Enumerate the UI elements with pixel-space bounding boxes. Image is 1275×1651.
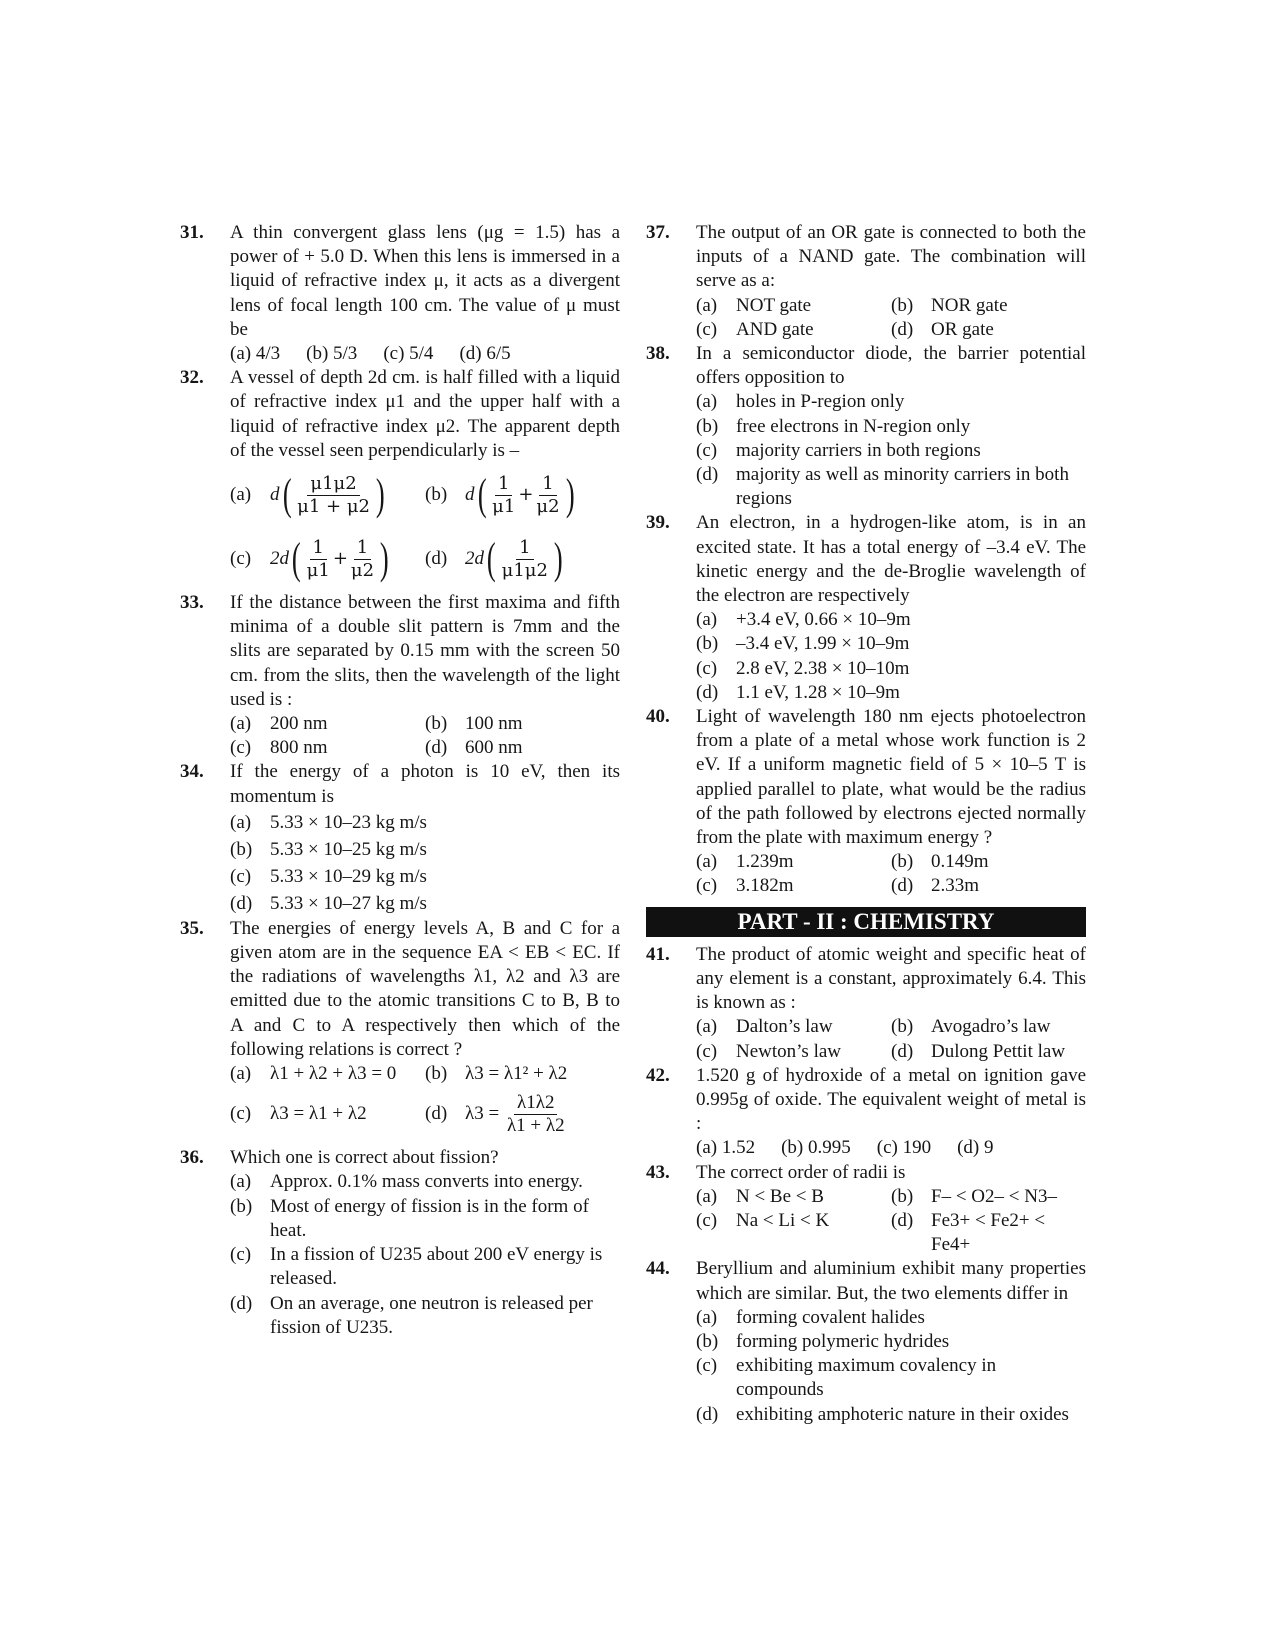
option-text: 800 nm [270, 737, 328, 759]
option-label: (a) [696, 1016, 718, 1038]
option-a: (a) 1.52 [696, 1137, 756, 1159]
option-text: free electrons in N-region only [736, 415, 971, 437]
option-label: (a) [696, 851, 718, 873]
option-a [230, 1062, 425, 1086]
fraction [499, 537, 551, 582]
option-c: (c) 190 [876, 1137, 932, 1159]
option-c [696, 1354, 1086, 1402]
option-label: (b) [891, 1185, 914, 1207]
option-a [696, 1306, 1086, 1330]
option-label: (d) [230, 892, 253, 914]
question-32 [180, 366, 620, 591]
option-label: (d) [891, 318, 914, 340]
option-label: (c) [696, 439, 718, 461]
question-text: The product of atomic weight and specific heat of any element is a constant, approximately 6.4. This is known as : [696, 943, 1086, 1014]
question-text: 1.520 g of hydroxide of a metal on ignition gave 0.995g of oxide. The equivalent weight of metal is : [696, 1064, 1086, 1135]
option-label: (d) [891, 1209, 914, 1231]
question-35 [180, 917, 620, 1142]
options-grid [696, 294, 1086, 342]
option-text: NOR gate [931, 294, 1008, 316]
left-column [180, 221, 620, 1340]
option-text: 5.33 × 10–23 kg m/s [270, 811, 427, 833]
question-text: In a semiconductor diode, the barrier potential offers opposition to [696, 343, 1086, 389]
option-text: exhibiting amphoteric nature in their oxides [736, 1403, 1069, 1425]
option-b: (b) 5/3 [306, 343, 358, 365]
question-42 [646, 1064, 1086, 1161]
numerator: 1 [516, 537, 533, 560]
option-label: (c) [696, 1355, 718, 1377]
option-text: Newton’s law [736, 1040, 842, 1062]
option-label: (b) [425, 1063, 448, 1085]
denominator: μ2 [350, 559, 375, 581]
denominator: μ2 [536, 495, 560, 517]
plus-sign: + [518, 483, 534, 505]
option-a [696, 294, 891, 318]
option-label: (a) [696, 1306, 718, 1328]
question-34 [180, 760, 620, 916]
option-d [696, 1403, 1086, 1427]
option-label: (b) [891, 1016, 914, 1038]
option-label: (c) [696, 875, 718, 897]
question-number: 32. [180, 367, 204, 389]
question-number: 37. [646, 222, 670, 243]
question-number: 39. [646, 512, 670, 534]
option-b: (b) 0.995 [781, 1137, 851, 1159]
option-text: 5.33 × 10–25 kg m/s [270, 838, 427, 860]
option-c [230, 1102, 425, 1126]
option-text: 0.149m [931, 851, 989, 873]
option-a [696, 608, 1086, 632]
option-c [230, 863, 620, 890]
option-text: F– < O2– < N3– [931, 1185, 1057, 1207]
option-label: (a) [230, 811, 252, 833]
option-b [891, 1015, 1086, 1039]
option-c [230, 736, 425, 760]
option-label: (c) [696, 1040, 718, 1062]
option-text: Approx. 0.1% mass converts into energy. [270, 1171, 583, 1193]
question-text: An electron, in a hydrogen-like atom, is in an excited state. It has a total energy of –3.4 eV. The kinetic energy and the de-Broglie wavelength of the electron are respectively [696, 512, 1086, 607]
question-number: 36. [180, 1147, 204, 1169]
option-a [696, 1015, 891, 1039]
option-c [696, 1209, 891, 1257]
fraction [489, 473, 518, 518]
denominator: μ1 [306, 559, 330, 581]
question-number: 42. [646, 1064, 670, 1086]
option-d [891, 318, 1086, 342]
option-text: 3.182m [736, 875, 794, 897]
question-44 [646, 1257, 1086, 1426]
option-b [891, 294, 1086, 318]
option-label: (d) [425, 737, 448, 759]
question-38 [646, 342, 1086, 511]
option-label: (a) [696, 294, 718, 316]
fraction [348, 537, 377, 582]
numerator: 1 [495, 473, 512, 496]
option-d [425, 1092, 620, 1137]
option-a [230, 1170, 620, 1194]
question-text: A vessel of depth 2d cm. is half filled with a liquid of refractive index μ1 and the upper half with a liquid of refractive index μ2. The apparent depth of the vessel seen perpendicularly is – [230, 367, 620, 461]
option-text: N < Be < B [736, 1185, 824, 1207]
option-label: (c) [230, 737, 252, 759]
option-c [696, 874, 891, 898]
question-text: The correct order of radii is [696, 1161, 906, 1183]
fraction [294, 473, 373, 518]
option-text: +3.4 eV, 0.66 × 10–9m [736, 609, 911, 631]
option-label: (c) [230, 1244, 252, 1266]
option-d [230, 1292, 620, 1340]
section-banner-chemistry: PART - II : CHEMISTRY [646, 907, 1086, 937]
option-b [425, 1062, 620, 1086]
option-c [230, 1243, 620, 1291]
option-b [696, 415, 1086, 439]
right-column [646, 221, 1086, 1427]
option-text: 5.33 × 10–29 kg m/s [270, 865, 427, 887]
option-label: (b) [425, 483, 448, 505]
option-text: majority as well as minority carriers in both regions [736, 464, 1069, 510]
option-d: (d) 2d ( $\frac{1}{\mu 1\mu 2}$ ) [425, 533, 563, 583]
option-d [696, 463, 1086, 511]
option-c [696, 439, 1086, 463]
option-label: (b) [230, 1195, 253, 1217]
option-b [696, 632, 1086, 656]
option-text: 2.8 eV, 2.38 × 10–10m [736, 657, 910, 679]
option-label: (a) [230, 483, 252, 505]
question-33 [180, 591, 620, 760]
option-c: (c) 2d ( $\frac{1}{\mu 1}$ + $\frac{1}{\mu 2}$ ) [230, 533, 389, 583]
coefficient: d [465, 483, 475, 505]
formula-row-cd [230, 527, 620, 591]
denominator: μ1μ2 [501, 559, 548, 581]
option-b [230, 836, 620, 863]
option-text: Most of energy of fission is in the form of heat. [270, 1195, 589, 1241]
option-label: (c) [696, 1209, 718, 1231]
question-number: 31. [180, 222, 204, 243]
option-c [696, 1040, 891, 1064]
option-label: (d) [891, 875, 914, 897]
coefficient: d [270, 483, 280, 505]
option-text: 2.33m [931, 875, 980, 897]
question-number: 44. [646, 1258, 670, 1280]
option-d [230, 890, 620, 917]
question-36 [180, 1146, 620, 1340]
question-37 [646, 221, 1086, 342]
coefficient: 2d [270, 547, 289, 569]
numerator: λ1λ2 [514, 1092, 557, 1115]
fraction [304, 537, 333, 582]
question-text: The output of an OR gate is connected to both the inputs of a NAND gate. The combination will serve as a: [696, 222, 1086, 292]
option-text: In a fission of U235 about 200 eV energy is released. [270, 1244, 603, 1290]
coefficient: 2d [465, 547, 484, 569]
option-c [696, 657, 1086, 681]
option-b [891, 1185, 1086, 1209]
option-b: (b) d ( $\frac{1}{\mu 1}$ + $\frac{1}{\mu 2}$ ) [425, 469, 575, 519]
option-label: (b) [891, 851, 914, 873]
option-text: 200 nm [270, 713, 328, 735]
option-a [696, 390, 1086, 414]
options-grid [696, 850, 1086, 898]
option-text: λ3 = λ1 + λ2 [270, 1103, 367, 1125]
question-number: 38. [646, 343, 670, 365]
question-text: Which one is correct about fission? [230, 1147, 499, 1169]
option-b [891, 850, 1086, 874]
fraction [504, 1092, 568, 1137]
option-text: exhibiting maximum covalency in compounds [736, 1355, 997, 1401]
option-b [425, 712, 620, 736]
question-40 [646, 705, 1086, 899]
option-a [230, 809, 620, 836]
options-grid [230, 712, 620, 760]
question-43 [646, 1161, 1086, 1258]
option-label: (c) [696, 318, 718, 340]
option-text: 600 nm [465, 737, 523, 759]
options-row [230, 342, 620, 366]
option-d [891, 874, 1086, 898]
option-d [696, 681, 1086, 705]
question-number: 43. [646, 1161, 670, 1183]
option-label: (c) [230, 865, 252, 887]
option-label: (b) [696, 415, 719, 437]
option-text: OR gate [931, 318, 994, 340]
denominator: λ1 + λ2 [506, 1114, 565, 1136]
fraction [533, 473, 562, 518]
numerator: μ1μ2 [307, 473, 359, 496]
option-label: (d) [696, 464, 719, 486]
option-label: (a) [230, 713, 252, 735]
option-label: (a) [230, 1063, 252, 1085]
option-a: (a) d ( $\frac{\mu 1\mu 2}{\mu 1 + \mu 2}$ ) [230, 469, 385, 519]
question-39 [646, 511, 1086, 705]
option-a [696, 850, 891, 874]
question-text: Beryllium and aluminium exhibit many properties which are similar. But, the two elements differ in [696, 1258, 1086, 1304]
denominator: μ1 [492, 495, 516, 517]
option-label: (a) [696, 391, 718, 413]
question-number: 35. [180, 917, 204, 939]
option-label: (b) [696, 1330, 719, 1352]
option-label: (a) [230, 1171, 252, 1193]
option-text: λ1 + λ2 + λ3 = 0 [270, 1063, 397, 1085]
numerator: 1 [539, 473, 556, 496]
option-b [696, 1330, 1086, 1354]
option-d [891, 1040, 1086, 1064]
numerator: 1 [354, 537, 371, 560]
option-text: Fe3+ < Fe2+ < Fe4+ [931, 1209, 1046, 1256]
option-text: 5.33 × 10–27 kg m/s [270, 892, 427, 914]
option-label: (d) [891, 1040, 914, 1062]
question-number: 40. [646, 706, 670, 728]
option-text: Dalton’s law [736, 1016, 833, 1038]
option-label: (b) [425, 713, 448, 735]
option-label: (d) [425, 547, 448, 569]
option-d [891, 1209, 1086, 1257]
option-label: (b) [891, 294, 914, 316]
option-label: (b) [230, 838, 253, 860]
option-c: (c) 5/4 [383, 343, 434, 365]
option-text: forming polymeric hydrides [736, 1330, 950, 1352]
denominator: μ1 + μ2 [297, 495, 370, 517]
option-label: (d) [425, 1103, 448, 1125]
formula-row-ab [230, 463, 620, 527]
option-d [425, 736, 620, 760]
option-text: majority carriers in both regions [736, 439, 981, 461]
question-number: 34. [180, 761, 204, 783]
question-number: 41. [646, 943, 670, 965]
option-label: (c) [230, 547, 252, 569]
option-text: forming covalent halides [736, 1306, 925, 1328]
option-text: 1.1 eV, 1.28 × 10–9m [736, 681, 900, 703]
option-label: (c) [696, 657, 718, 679]
option-a: (a) 4/3 [230, 343, 281, 365]
option-label: (b) [696, 633, 719, 655]
question-text: Light of wavelength 180 nm ejects photoelectron from a plate of a metal whose work function is 2 eV. If a uniform magnetic field of 5 × 10–5 T is applied parallel to plate, what would be the radius of the path followed by electrons ejected normally from the plate with maximum energy ? [696, 706, 1086, 849]
question-text: The energies of energy levels A, B and C for a given atom are in the sequence EA < EB < EC. If the radiations of wavelengths λ1, λ2 and λ3 are emitted due to the atomic transitions C to B, B to A and C to A respectively then which of the following relations is correct ? [230, 917, 620, 1060]
options-row [696, 1136, 1086, 1160]
options-grid [696, 1185, 1086, 1258]
option-c [696, 318, 891, 342]
option-a [230, 712, 425, 736]
option-label: (a) [696, 1185, 718, 1207]
option-text: holes in P-region only [736, 391, 905, 413]
numerator: 1 [310, 537, 327, 560]
option-text: 100 nm [465, 713, 523, 735]
option-text: Avogadro’s law [931, 1016, 1051, 1038]
option-text: –3.4 eV, 1.99 × 10–9m [736, 633, 910, 655]
option-label: (d) [696, 681, 719, 703]
option-d: (d) 9 [957, 1137, 994, 1159]
question-41 [646, 943, 1086, 1064]
options-grid [696, 1015, 1086, 1063]
option-a [696, 1185, 891, 1209]
option-text: Dulong Pettit law [931, 1040, 1066, 1062]
option-d: (d) 6/5 [459, 343, 511, 365]
option-label: (c) [230, 1103, 252, 1125]
option-b [230, 1195, 620, 1243]
question-text: A thin convergent glass lens (μg = 1.5) has a power of + 5.0 D. When this lens is immersed in a liquid of refractive index μ, it acts as a divergent lens of focal length 100 cm. The value of μ must be [230, 222, 620, 340]
question-text: If the distance between the first maxima and fifth minima of a double slit pattern is 7mm and the slits are separated by 0.15 mm with the screen 50 cm. from the slits, then the wavelength of the light used is : [230, 592, 620, 710]
options-row-ab [230, 1062, 620, 1086]
question-number: 33. [180, 592, 204, 614]
question-31 [180, 221, 620, 366]
option-text: 1.239m [736, 851, 794, 873]
options-row-cd [230, 1086, 620, 1142]
option-text: On an average, one neutron is released per fission of U235. [270, 1292, 593, 1338]
option-label: (d) [696, 1403, 719, 1425]
option-label: (a) [696, 609, 718, 631]
option-text: Na < Li < K [736, 1209, 830, 1231]
option-text: NOT gate [736, 294, 812, 316]
option-text: λ3 = λ1² + λ2 [465, 1063, 568, 1085]
option-text: AND gate [736, 318, 814, 340]
option-label: (d) [230, 1292, 253, 1314]
plus-sign: + [332, 547, 348, 569]
option-lhs: λ3 = [465, 1103, 500, 1125]
question-text: If the energy of a photon is 10 eV, then its momentum is [230, 761, 620, 807]
